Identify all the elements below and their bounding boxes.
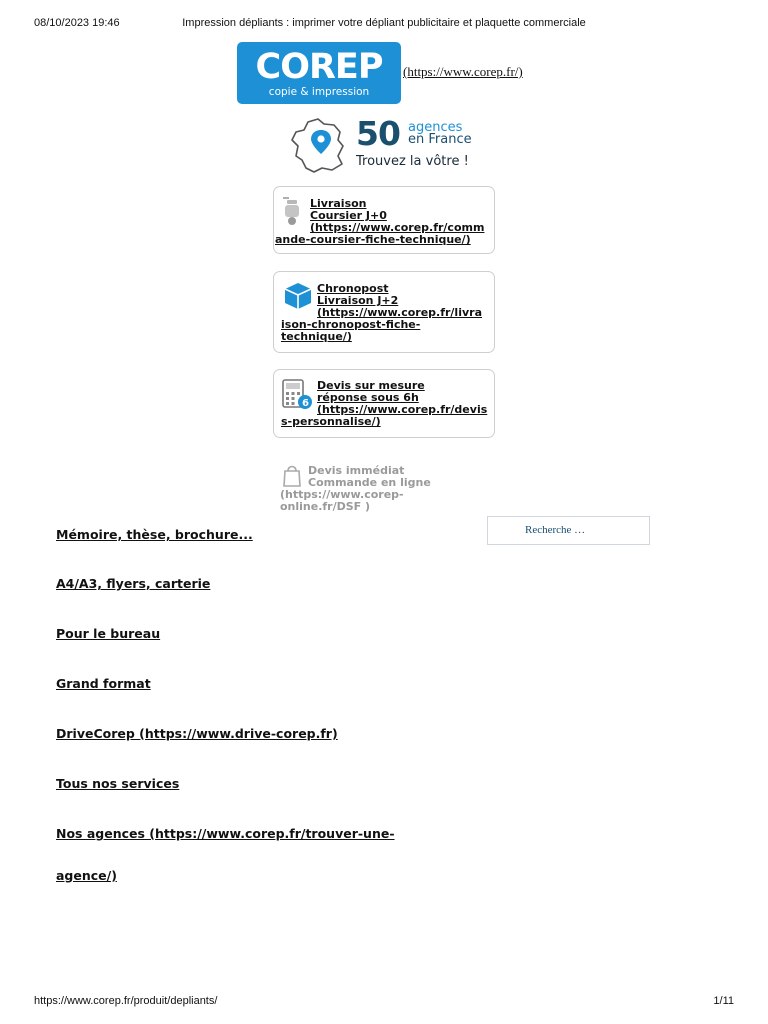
agences-banner[interactable] [288, 116, 488, 176]
agences-label: agences [408, 120, 463, 135]
svg-text:6: 6 [302, 398, 309, 409]
shopping-bag-icon [282, 463, 302, 487]
search-input[interactable]: Recherche … [487, 516, 650, 545]
card-text[interactable] [275, 198, 495, 246]
card-line: ande-coursier-fiche-technique/) [275, 233, 471, 246]
card-chronopost[interactable] [273, 271, 495, 353]
card-line: (https://www.corep.fr/comm [310, 221, 485, 234]
devis-immediat-line2: Commande en ligne [308, 476, 431, 489]
menu-item-memoire[interactable]: Mémoire, thèse, brochure... [56, 527, 253, 542]
card-line: ison-chronopost-fiche- [281, 318, 421, 331]
menu-item-drivecorep[interactable]: DriveCorep (https://www.drive-corep.fr) [56, 726, 338, 741]
print-title: Impression dépliants : imprimer votre dépliant publicitaire et plaquette commerciale [182, 17, 586, 29]
page-number: 1/11 [713, 995, 734, 1007]
card-line: Devis sur mesure [317, 379, 425, 392]
print-url: https://www.corep.fr/produit/depliants/ [34, 995, 218, 1007]
agences-cta: Trouvez la vôtre ! [356, 154, 469, 169]
print-date: 08/10/2023 19:46 [34, 17, 120, 29]
card-line: (https://www.corep.fr/livra [317, 306, 482, 319]
devis-immediat-line3: (https://www.corep- [280, 488, 404, 501]
menu-item-services[interactable]: Tous nos services [56, 776, 180, 791]
card-line: technique/) [281, 330, 352, 343]
card-line: Livraison J+2 [317, 294, 399, 307]
corep-logo[interactable] [237, 42, 401, 104]
menu-item-grand-format[interactable]: Grand format [56, 676, 151, 691]
card-line: Chronopost [317, 282, 389, 295]
card-line: (https://www.corep.fr/devis [317, 403, 488, 416]
card-line: Coursier J+0 [310, 209, 387, 222]
card-text[interactable] [281, 380, 493, 428]
devis-immediat-line1: Devis immédiat [308, 464, 405, 477]
logo-brand: COREP [255, 47, 383, 87]
card-line: s-personnalise/) [281, 415, 381, 428]
logo-tagline: copie & impression [268, 86, 370, 98]
card-line: Livraison [310, 197, 367, 210]
card-livraison-coursier[interactable] [273, 186, 495, 254]
logo-link[interactable]: (https://www.corep.fr/) [403, 64, 523, 79]
menu-item-bureau[interactable]: Pour le bureau [56, 626, 161, 641]
agences-number: 50 [356, 114, 400, 153]
devis-immediat-line4: online.fr/DSF ) [280, 500, 371, 513]
menu-item-flyers[interactable]: A4/A3, flyers, carterie [56, 576, 211, 591]
france-map-icon [288, 116, 350, 174]
menu-item-agences[interactable]: Nos agences (https://www.corep.fr/trouver-une- [56, 826, 395, 841]
card-text[interactable] [281, 283, 493, 343]
card-line: réponse sous 6h [317, 391, 419, 404]
card-devis-sur-mesure[interactable] [273, 369, 495, 438]
agences-country: en France [408, 132, 472, 147]
menu-item-agences-cont[interactable]: agence/) [56, 868, 117, 883]
